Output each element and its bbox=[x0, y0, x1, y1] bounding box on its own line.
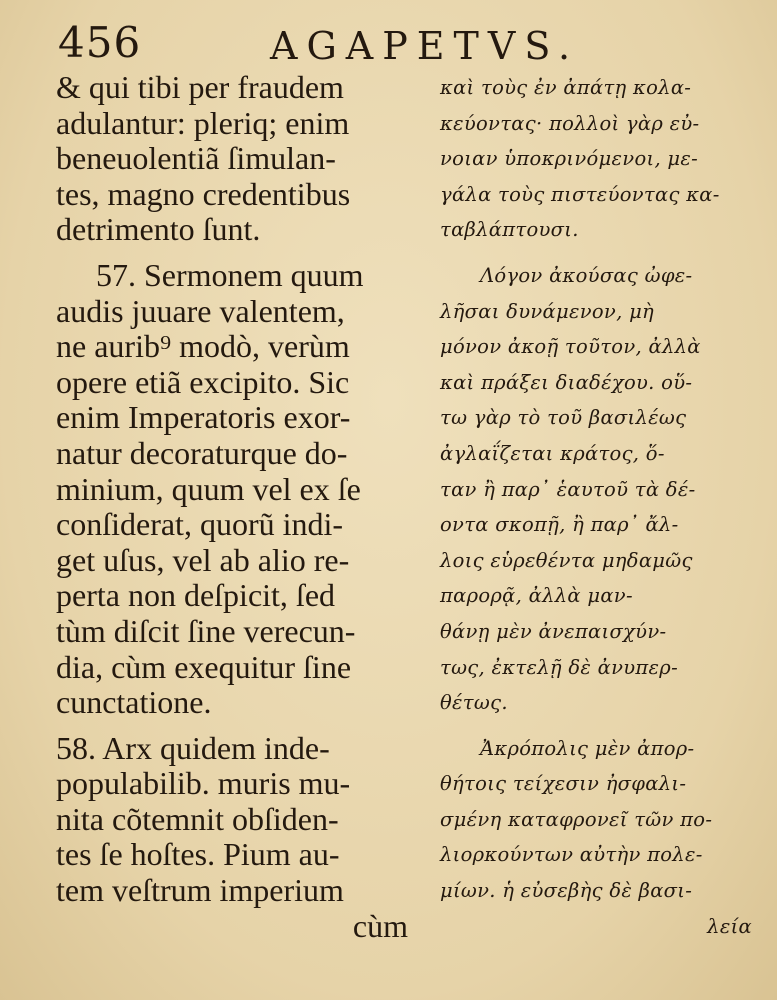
greek-line: ταν ἢ παρ᾽ ἑαυτοῦ τὰ δέ- bbox=[440, 477, 696, 501]
greek-line: θήτοις τείχεσιν ἠσφαλι- bbox=[440, 772, 687, 796]
catchword: λεία bbox=[707, 914, 752, 938]
greek-line: τως, ἐκτελῇ δὲ ἀνυπερ- bbox=[440, 655, 678, 679]
greek-line: καὶ τοὺς ἐν ἀπάτῃ κολα- bbox=[440, 76, 692, 99]
greek-line: λιορκούντων αὐτὴν πολε- bbox=[440, 843, 703, 867]
latin-line: get uſus, vel ab alio re- bbox=[56, 541, 350, 578]
latin-line: adulantur: pleriq; enim bbox=[56, 104, 350, 141]
latin-line: enim Imperatoris exor- bbox=[56, 399, 351, 436]
latin-column bbox=[56, 70, 416, 944]
latin-line: beneuolentiã ſimulan- bbox=[56, 140, 336, 177]
latin-line: 58. Arx quidem inde- bbox=[56, 729, 330, 766]
greek-line: παρορᾷ, ἀλλὰ μαν- bbox=[440, 584, 633, 608]
latin-line: opere etiã excipito. Sic bbox=[56, 363, 350, 400]
catchword: cùm bbox=[352, 907, 408, 944]
paragraph-gap bbox=[440, 721, 760, 731]
page-number: 456 bbox=[58, 18, 142, 67]
greek-line: Ἀκρόπολις μὲν ἀπορ- bbox=[480, 736, 695, 760]
running-title: AGAPETVS. bbox=[270, 24, 580, 68]
latin-line: tes ſe hoſtes. Pium au- bbox=[56, 836, 340, 873]
latin-line: nita cõtemnit obſiden- bbox=[56, 800, 339, 837]
greek-line: Λόγον ἀκούσας ὠφε- bbox=[480, 263, 693, 287]
latin-line: tem veſtrum imperium bbox=[56, 872, 344, 909]
latin-line: minium, quum vel ex ſe bbox=[56, 470, 361, 507]
greek-line: ταβλάπτουσι. bbox=[440, 218, 579, 242]
greek-line: λῆσαι δυνάμενον, μὴ bbox=[440, 299, 655, 323]
latin-line: dia, cùm exequitur ſine bbox=[56, 648, 352, 685]
latin-line: audis juuare valentem, bbox=[56, 292, 345, 329]
greek-line: θέτως. bbox=[440, 691, 508, 715]
greek-column bbox=[440, 70, 760, 944]
latin-line: & qui tibi per fraudem bbox=[56, 69, 344, 105]
latin-line: detrimento ſunt. bbox=[56, 211, 261, 248]
greek-line: ἀγλαΐζεται κράτος, ὅ- bbox=[440, 441, 665, 465]
latin-line: natur decoraturque do- bbox=[56, 434, 348, 471]
greek-line: μίων. ἡ εὐσεβὴς δὲ βασι- bbox=[440, 879, 693, 903]
greek-line: σμένη καταφρονεῖ τῶν πο- bbox=[440, 807, 713, 831]
latin-line: perta non deſpicit, ſed bbox=[56, 577, 336, 614]
greek-line: λοις εὑρεθέντα μηδαμῶς bbox=[440, 548, 693, 572]
latin-line: 57. Sermonem quum bbox=[96, 256, 364, 293]
greek-line: κεύοντας· πολλοὶ γὰρ εὐ- bbox=[440, 111, 700, 135]
page-header bbox=[50, 10, 750, 72]
latin-line: ne aurib⁹ modò, verùm bbox=[56, 328, 350, 365]
greek-line: καὶ πράξει διαδέχου. οὕ- bbox=[440, 370, 693, 394]
paragraph-gap bbox=[440, 248, 760, 258]
latin-line: tes, magno credentibus bbox=[56, 175, 351, 212]
latin-line: tùm diſcit ſine verecun- bbox=[56, 612, 356, 649]
latin-line: populabilib. muris mu- bbox=[56, 765, 351, 802]
latin-line: conſiderat, quorũ indi- bbox=[56, 506, 344, 543]
greek-line: νοιαν ὑποκρινόμενοι, με- bbox=[440, 147, 699, 171]
greek-line: θάνῃ μὲν ἀνεπαισχύν- bbox=[440, 619, 667, 643]
greek-line: γάλα τοὺς πιστεύοντας κα- bbox=[440, 182, 720, 206]
greek-line: οντα σκοπῇ, ἢ παρ᾽ ἄλ- bbox=[440, 513, 679, 537]
greek-line: τω γὰρ τὸ τοῦ βασιλέως bbox=[440, 406, 687, 430]
greek-line: μόνον ἀκοῇ τοῦτον, ἀλλὰ bbox=[440, 335, 701, 359]
latin-line: cunctatione. bbox=[56, 684, 212, 721]
